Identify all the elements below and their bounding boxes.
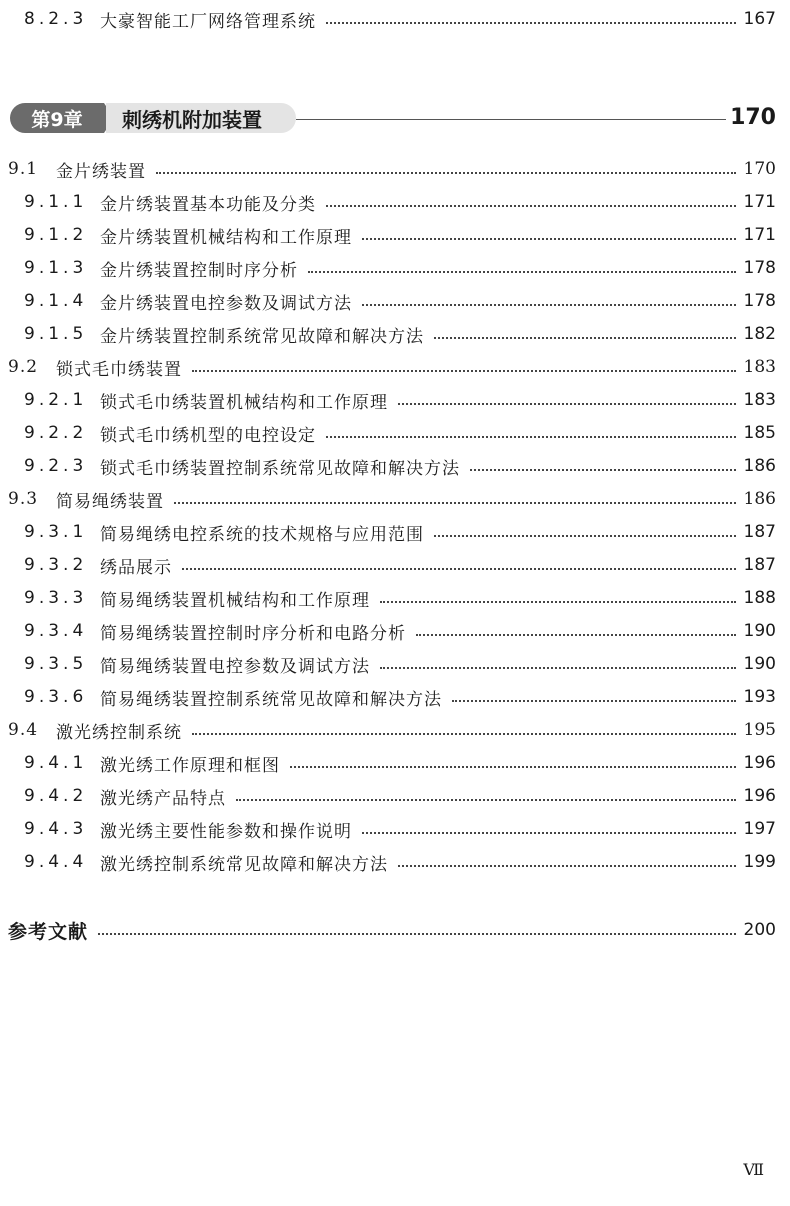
- toc-subsection: [0, 321, 790, 347]
- entry-title: 绣品展示: [100, 557, 172, 578]
- entry-title: 金片绣装置机械结构和工作原理: [100, 227, 352, 248]
- entry-page: 187: [743, 522, 776, 542]
- entry-page: 196: [743, 753, 776, 773]
- entry-page: 188: [743, 588, 776, 608]
- leader-dots: [452, 700, 736, 702]
- references-page: 200: [743, 920, 776, 940]
- entry-number: 9.4.4: [24, 852, 88, 872]
- entry-title: 激光绣主要性能参数和操作说明: [100, 821, 352, 842]
- entry-page: 199: [743, 852, 776, 872]
- entry-number: 9.4: [8, 720, 39, 740]
- chapter-tab: 第9章: [10, 103, 104, 133]
- leader-dots: [416, 634, 736, 636]
- entry-number: 9.3.6: [24, 687, 88, 707]
- entry-title: 锁式毛巾绣机型的电控设定: [100, 425, 316, 446]
- toc-subsection: [0, 750, 790, 776]
- entry-title: 激光绣控制系统常见故障和解决方法: [100, 854, 388, 875]
- entry-page: 187: [743, 555, 776, 575]
- leader-dots: [362, 304, 736, 306]
- entry-number: 9.3.2: [24, 555, 88, 575]
- entry-page: 190: [743, 621, 776, 641]
- entry-page: 178: [743, 258, 776, 278]
- leader-dots: [380, 667, 736, 669]
- toc-subsection: [0, 552, 790, 578]
- toc-entry-top: [0, 6, 790, 32]
- entry-page: 171: [743, 225, 776, 245]
- entry-title: 简易绳绣装置控制系统常见故障和解决方法: [100, 689, 442, 710]
- entry-title: 简易绳绣电控系统的技术规格与应用范围: [100, 524, 424, 545]
- entry-page: 196: [743, 786, 776, 806]
- entry-title: 锁式毛巾绣装置控制系统常见故障和解决方法: [100, 458, 460, 479]
- entry-number: 9.1.3: [24, 258, 88, 278]
- toc-subsection: [0, 816, 790, 842]
- toc-subsection: [0, 255, 790, 281]
- toc-section: [0, 156, 790, 182]
- toc-subsection: [0, 222, 790, 248]
- entry-title: 锁式毛巾绣装置: [56, 359, 182, 380]
- entry-number: 9.4.3: [24, 819, 88, 839]
- chapter-rule: [296, 119, 726, 120]
- toc-subsection: [0, 849, 790, 875]
- entry-title: 金片绣装置基本功能及分类: [100, 194, 316, 215]
- toc-subsection: [0, 519, 790, 545]
- entry-number: 9.1: [8, 159, 39, 179]
- entry-page: 182: [743, 324, 776, 344]
- entry-number: 9.2: [8, 357, 39, 377]
- entry-page: 183: [743, 390, 776, 410]
- entry-number: 9.1.2: [24, 225, 88, 245]
- entry-page: 178: [743, 291, 776, 311]
- leader-dots: [326, 22, 736, 24]
- entry-number: 9.3.3: [24, 588, 88, 608]
- leader-dots: [380, 601, 736, 603]
- leader-dots: [434, 535, 736, 537]
- entry-page: 171: [743, 192, 776, 212]
- references-entry: [0, 916, 790, 944]
- leader-dots: [398, 403, 736, 405]
- entry-page: 197: [743, 819, 776, 839]
- entry-title: 金片绣装置控制时序分析: [100, 260, 298, 281]
- leader-dots: [434, 337, 736, 339]
- entry-number: 9.2.2: [24, 423, 88, 443]
- toc-subsection: [0, 684, 790, 710]
- toc-subsection: [0, 420, 790, 446]
- leader-dots: [174, 502, 736, 504]
- leader-dots: [192, 733, 736, 735]
- entry-number: 9.4.2: [24, 786, 88, 806]
- leader-dots: [98, 933, 736, 935]
- toc-subsection: [0, 783, 790, 809]
- leader-dots: [308, 271, 736, 273]
- chapter-heading: [0, 103, 790, 135]
- entry-page: 195: [743, 720, 776, 740]
- entry-number: 9.1.4: [24, 291, 88, 311]
- chapter-title: 刺绣机附加装置: [106, 103, 296, 133]
- entry-number: 9.2.1: [24, 390, 88, 410]
- entry-title: 简易绳绣装置机械结构和工作原理: [100, 590, 370, 611]
- entry-title: 简易绳绣装置控制时序分析和电路分析: [100, 623, 406, 644]
- toc-subsection: [0, 453, 790, 479]
- toc-subsection: [0, 618, 790, 644]
- leader-dots: [326, 436, 736, 438]
- leader-dots: [182, 568, 736, 570]
- leader-dots: [290, 766, 736, 768]
- leader-dots: [326, 205, 736, 207]
- entry-number: 9.4.1: [24, 753, 88, 773]
- references-title: 参考文献: [8, 920, 89, 943]
- entry-title: 大豪智能工厂网络管理系统: [100, 11, 316, 32]
- toc-section: [0, 354, 790, 380]
- entry-title: 激光绣工作原理和框图: [100, 755, 280, 776]
- leader-dots: [192, 370, 736, 372]
- toc-subsection: [0, 585, 790, 611]
- entry-page: 186: [743, 489, 776, 509]
- entry-number: 9.2.3: [24, 456, 88, 476]
- leader-dots: [156, 172, 736, 174]
- toc-section: [0, 486, 790, 512]
- entry-page: 185: [743, 423, 776, 443]
- entry-page: 183: [743, 357, 776, 377]
- leader-dots: [470, 469, 736, 471]
- entry-title: 简易绳绣装置: [56, 491, 164, 512]
- toc-section: [0, 717, 790, 743]
- toc-subsection: [0, 189, 790, 215]
- entry-title: 激光绣产品特点: [100, 788, 226, 809]
- leader-dots: [236, 799, 736, 801]
- entry-number: 8.2.3: [24, 9, 88, 29]
- entry-number: 9.1.1: [24, 192, 88, 212]
- entry-number: 9.3.1: [24, 522, 88, 542]
- entry-page: 193: [743, 687, 776, 707]
- entry-title: 简易绳绣装置电控参数及调试方法: [100, 656, 370, 677]
- entry-title: 激光绣控制系统: [56, 722, 182, 743]
- entry-title: 金片绣装置控制系统常见故障和解决方法: [100, 326, 424, 347]
- entry-number: 9.3: [8, 489, 39, 509]
- entry-number: 9.1.5: [24, 324, 88, 344]
- entry-page: 170: [743, 159, 776, 179]
- entry-page: 190: [743, 654, 776, 674]
- entry-title: 金片绣装置电控参数及调试方法: [100, 293, 352, 314]
- toc-subsection: [0, 387, 790, 413]
- entry-number: 9.3.5: [24, 654, 88, 674]
- leader-dots: [362, 238, 736, 240]
- chapter-page: 170: [730, 105, 776, 130]
- toc-subsection: [0, 651, 790, 677]
- entry-page: 186: [743, 456, 776, 476]
- leader-dots: [398, 865, 736, 867]
- entry-page: 167: [743, 9, 776, 29]
- leader-dots: [362, 832, 736, 834]
- entry-title: 金片绣装置: [56, 161, 146, 182]
- entry-title: 锁式毛巾绣装置机械结构和工作原理: [100, 392, 388, 413]
- toc-subsection: [0, 288, 790, 314]
- page-folio: Ⅶ: [743, 1160, 764, 1179]
- entry-number: 9.3.4: [24, 621, 88, 641]
